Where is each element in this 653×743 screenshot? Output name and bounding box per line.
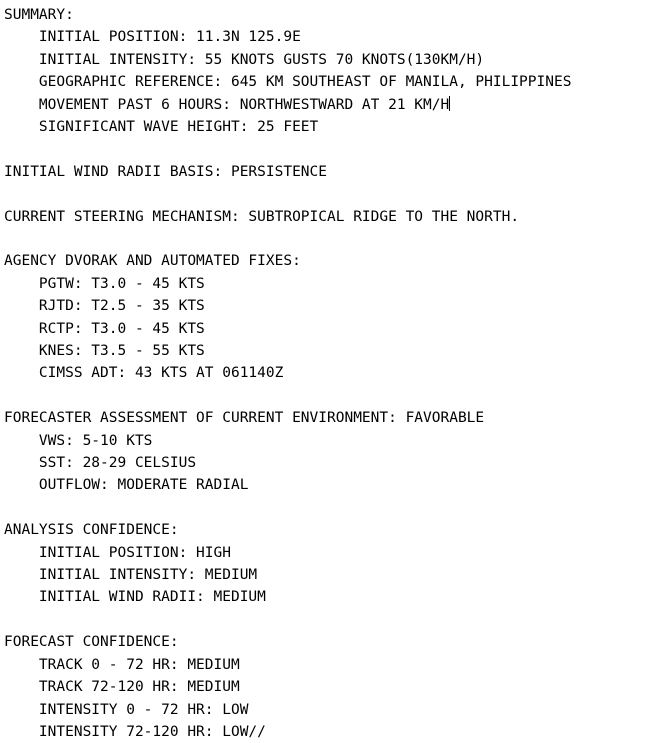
text-line: OUTFLOW: MODERATE RADIAL: [4, 477, 249, 494]
text-line: SST: 28-29 CELSIUS: [4, 455, 197, 472]
text-line: RJTD: T2.5 - 35 KTS: [4, 298, 205, 315]
blank-line: [4, 497, 653, 519]
text-line: RCTP: T3.0 - 45 KTS: [4, 320, 205, 337]
blank-line: [4, 138, 653, 160]
text-line: CIMSS ADT: 43 KTS AT 061140Z: [4, 365, 284, 382]
text-line: INITIAL INTENSITY: MEDIUM: [4, 567, 258, 584]
text-line: INITIAL INTENSITY: 55 KNOTS GUSTS 70 KNOTS(130KM/H): [4, 51, 485, 68]
text-line: PGTW: T3.0 - 45 KTS: [4, 275, 205, 292]
text-line: KNES: T3.5 - 55 KTS: [4, 343, 205, 360]
text-line: AGENCY DVORAK AND AUTOMATED FIXES:: [4, 253, 301, 270]
text-line: ANALYSIS CONFIDENCE:: [4, 522, 179, 539]
text-line: INITIAL WIND RADII: MEDIUM: [4, 589, 266, 606]
text-line: SIGNIFICANT WAVE HEIGHT: 25 FEET: [4, 119, 319, 136]
text-line: CURRENT STEERING MECHANISM: SUBTROPICAL RIDGE TO THE NORTH.: [4, 208, 520, 225]
text-line: INITIAL POSITION: 11.3N 125.9E: [4, 29, 301, 46]
blank-line: [4, 183, 653, 205]
text-line: FORECAST CONFIDENCE:: [4, 634, 179, 651]
text-line: INITIAL POSITION: HIGH: [4, 544, 231, 561]
text-line: INTENSITY 0 - 72 HR: LOW: [4, 701, 249, 718]
text-line: FORECASTER ASSESSMENT OF CURRENT ENVIRONMENT: FAVORABLE: [4, 410, 485, 427]
text-line: MOVEMENT PAST 6 HOURS: NORTHWESTWARD AT 21 KM/H: [4, 96, 450, 113]
text-line: GEOGRAPHIC REFERENCE: 645 KM SOUTHEAST OF MANILA, PHILIPPINES: [4, 74, 572, 91]
text-line: INITIAL WIND RADII BASIS: PERSISTENCE: [4, 163, 328, 180]
text-line: TRACK 0 - 72 HR: MEDIUM: [4, 656, 240, 673]
text-line: INTENSITY 72-120 HR: LOW//: [4, 723, 266, 740]
text-caret: [449, 96, 450, 111]
blank-line: [4, 228, 653, 250]
text-line: TRACK 72-120 HR: MEDIUM: [4, 679, 240, 696]
blank-line: [4, 385, 653, 407]
blank-line: [4, 609, 653, 631]
text-line: SUMMARY:: [4, 7, 74, 23]
text-line: VWS: 5-10 KTS: [4, 432, 153, 449]
